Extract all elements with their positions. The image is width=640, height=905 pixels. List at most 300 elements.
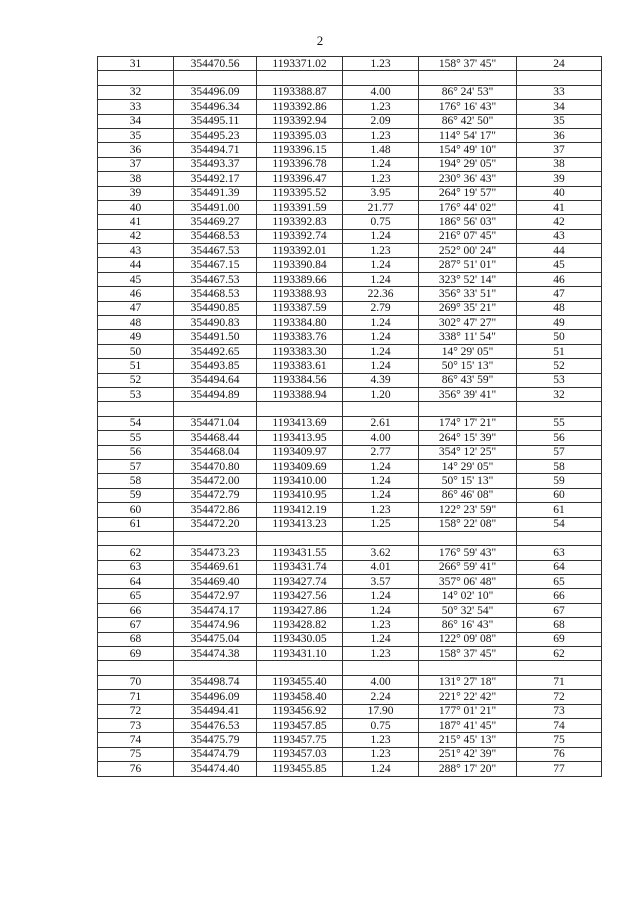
distance-cell: 1.23: [343, 618, 419, 632]
bearing-cell: 131° 27' 18": [419, 675, 517, 689]
bearing-cell: 14° 29' 05": [419, 344, 517, 358]
empty-cell: [257, 71, 343, 85]
empty-cell: [174, 71, 257, 85]
table-row: [98, 244, 602, 258]
x-coordinate-cell: 354472.00: [174, 474, 257, 488]
x-coordinate-cell: 354470.56: [174, 57, 257, 71]
bearing-cell: 302° 47' 27": [419, 316, 517, 330]
bearing-cell: 356° 33' 51": [419, 287, 517, 301]
distance-cell: 2.77: [343, 445, 419, 459]
distance-cell: 1.23: [343, 244, 419, 258]
distance-cell: 1.24: [343, 459, 419, 473]
y-coordinate-cell: 1193391.59: [257, 200, 343, 214]
point-number-cell: 64: [98, 575, 174, 589]
point-number-cell: 54: [98, 416, 174, 430]
bearing-cell: 252° 00' 24": [419, 244, 517, 258]
x-coordinate-cell: 354473.23: [174, 546, 257, 560]
empty-cell: [257, 531, 343, 545]
distance-cell: 0.75: [343, 215, 419, 229]
table-row: [98, 359, 602, 373]
distance-cell: 1.24: [343, 603, 419, 617]
distance-cell: 4.00: [343, 85, 419, 99]
x-coordinate-cell: 354468.53: [174, 229, 257, 243]
table-row: [98, 575, 602, 589]
table-row: [98, 172, 602, 186]
y-coordinate-cell: 1193392.74: [257, 229, 343, 243]
distance-cell: 1.23: [343, 57, 419, 71]
y-coordinate-cell: 1193396.15: [257, 143, 343, 157]
next-point-number-cell: 52: [517, 359, 602, 373]
point-number-cell: 69: [98, 647, 174, 661]
y-coordinate-cell: 1193371.02: [257, 57, 343, 71]
distance-cell: 1.24: [343, 272, 419, 286]
empty-cell: [257, 402, 343, 416]
point-number-cell: 65: [98, 589, 174, 603]
table-row: [98, 503, 602, 517]
next-point-number-cell: 50: [517, 330, 602, 344]
x-coordinate-cell: 354492.17: [174, 172, 257, 186]
next-point-number-cell: 63: [517, 546, 602, 560]
bearing-cell: 215° 45' 13": [419, 733, 517, 747]
distance-cell: 2.79: [343, 301, 419, 315]
distance-cell: 1.24: [343, 316, 419, 330]
table-row: [98, 618, 602, 632]
y-coordinate-cell: 1193392.83: [257, 215, 343, 229]
bearing-cell: 356° 39' 41": [419, 387, 517, 401]
point-number-cell: 57: [98, 459, 174, 473]
next-point-number-cell: 74: [517, 718, 602, 732]
table-row: [98, 445, 602, 459]
distance-cell: 3.57: [343, 575, 419, 589]
next-point-number-cell: 71: [517, 675, 602, 689]
next-point-number-cell: 34: [517, 100, 602, 114]
bearing-cell: 176° 59' 43": [419, 546, 517, 560]
distance-cell: 4.00: [343, 431, 419, 445]
table-row: [98, 632, 602, 646]
distance-cell: 1.23: [343, 100, 419, 114]
point-number-cell: 55: [98, 431, 174, 445]
table-row: [98, 128, 602, 142]
bearing-cell: 269° 35' 21": [419, 301, 517, 315]
bearing-cell: 122° 09' 08": [419, 632, 517, 646]
bearing-cell: 50° 32' 54": [419, 603, 517, 617]
y-coordinate-cell: 1193410.00: [257, 474, 343, 488]
y-coordinate-cell: 1193431.10: [257, 647, 343, 661]
point-number-cell: 76: [98, 762, 174, 776]
table-row: [98, 762, 602, 776]
distance-cell: 1.24: [343, 157, 419, 171]
bearing-cell: 86° 16' 43": [419, 618, 517, 632]
y-coordinate-cell: 1193457.85: [257, 718, 343, 732]
bearing-cell: 14° 02' 10": [419, 589, 517, 603]
table-row: [98, 100, 602, 114]
point-number-cell: 48: [98, 316, 174, 330]
bearing-cell: 114° 54' 17": [419, 128, 517, 142]
empty-cell: [174, 661, 257, 675]
x-coordinate-cell: 354495.11: [174, 114, 257, 128]
x-coordinate-cell: 354467.53: [174, 272, 257, 286]
next-point-number-cell: 61: [517, 503, 602, 517]
table-row: [98, 603, 602, 617]
point-number-cell: 38: [98, 172, 174, 186]
y-coordinate-cell: 1193413.23: [257, 517, 343, 531]
next-point-number-cell: 32: [517, 387, 602, 401]
x-coordinate-cell: 354475.79: [174, 733, 257, 747]
bearing-cell: 357° 06' 48": [419, 575, 517, 589]
bearing-cell: 354° 12' 25": [419, 445, 517, 459]
x-coordinate-cell: 354468.44: [174, 431, 257, 445]
empty-cell: [419, 531, 517, 545]
next-point-number-cell: 76: [517, 747, 602, 761]
y-coordinate-cell: 1193455.40: [257, 675, 343, 689]
y-coordinate-cell: 1193428.82: [257, 618, 343, 632]
point-number-cell: 59: [98, 488, 174, 502]
distance-cell: 1.23: [343, 128, 419, 142]
x-coordinate-cell: 354493.85: [174, 359, 257, 373]
table-row: [98, 459, 602, 473]
next-point-number-cell: 62: [517, 647, 602, 661]
y-coordinate-cell: 1193457.03: [257, 747, 343, 761]
table-row: [98, 474, 602, 488]
bearing-cell: 158° 37' 45": [419, 57, 517, 71]
x-coordinate-cell: 354491.39: [174, 186, 257, 200]
table-row: [98, 272, 602, 286]
point-number-cell: 61: [98, 517, 174, 531]
bearing-cell: 176° 16' 43": [419, 100, 517, 114]
distance-cell: 1.23: [343, 647, 419, 661]
distance-cell: 1.24: [343, 474, 419, 488]
distance-cell: 3.95: [343, 186, 419, 200]
y-coordinate-cell: 1193387.59: [257, 301, 343, 315]
distance-cell: 0.75: [343, 718, 419, 732]
empty-cell: [517, 71, 602, 85]
x-coordinate-cell: 354472.20: [174, 517, 257, 531]
point-number-cell: 31: [98, 57, 174, 71]
table-row: [98, 157, 602, 171]
distance-cell: 1.24: [343, 589, 419, 603]
y-coordinate-cell: 1193413.69: [257, 416, 343, 430]
distance-cell: 1.48: [343, 143, 419, 157]
distance-cell: 1.23: [343, 172, 419, 186]
next-point-number-cell: 45: [517, 258, 602, 272]
x-coordinate-cell: 354491.00: [174, 200, 257, 214]
table-row-separator: [98, 531, 602, 545]
distance-cell: 4.01: [343, 560, 419, 574]
next-point-number-cell: 77: [517, 762, 602, 776]
y-coordinate-cell: 1193456.92: [257, 704, 343, 718]
y-coordinate-cell: 1193427.74: [257, 575, 343, 589]
point-number-cell: 46: [98, 287, 174, 301]
table-row: [98, 647, 602, 661]
point-number-cell: 73: [98, 718, 174, 732]
x-coordinate-cell: 354469.40: [174, 575, 257, 589]
y-coordinate-cell: 1193395.52: [257, 186, 343, 200]
distance-cell: 4.00: [343, 675, 419, 689]
point-number-cell: 52: [98, 373, 174, 387]
x-coordinate-cell: 354498.74: [174, 675, 257, 689]
x-coordinate-cell: 354470.80: [174, 459, 257, 473]
empty-cell: [419, 71, 517, 85]
distance-cell: 1.23: [343, 503, 419, 517]
x-coordinate-cell: 354467.15: [174, 258, 257, 272]
empty-cell: [174, 531, 257, 545]
y-coordinate-cell: 1193455.85: [257, 762, 343, 776]
y-coordinate-cell: 1193389.66: [257, 272, 343, 286]
bearing-cell: 14° 29' 05": [419, 459, 517, 473]
point-number-cell: 50: [98, 344, 174, 358]
next-point-number-cell: 46: [517, 272, 602, 286]
y-coordinate-cell: 1193392.94: [257, 114, 343, 128]
empty-cell: [517, 531, 602, 545]
y-coordinate-cell: 1193388.87: [257, 85, 343, 99]
point-number-cell: 70: [98, 675, 174, 689]
table-row: [98, 675, 602, 689]
bearing-cell: 86° 42' 50": [419, 114, 517, 128]
x-coordinate-cell: 354474.96: [174, 618, 257, 632]
next-point-number-cell: 49: [517, 316, 602, 330]
next-point-number-cell: 33: [517, 85, 602, 99]
next-point-number-cell: 58: [517, 459, 602, 473]
point-number-cell: 67: [98, 618, 174, 632]
next-point-number-cell: 44: [517, 244, 602, 258]
next-point-number-cell: 39: [517, 172, 602, 186]
next-point-number-cell: 42: [517, 215, 602, 229]
empty-cell: [98, 402, 174, 416]
bearing-cell: 122° 23' 59": [419, 503, 517, 517]
next-point-number-cell: 67: [517, 603, 602, 617]
table-row: [98, 330, 602, 344]
point-number-cell: 43: [98, 244, 174, 258]
bearing-cell: 86° 24' 53": [419, 85, 517, 99]
y-coordinate-cell: 1193413.95: [257, 431, 343, 445]
y-coordinate-cell: 1193412.19: [257, 503, 343, 517]
table-row: [98, 258, 602, 272]
y-coordinate-cell: 1193409.69: [257, 459, 343, 473]
bearing-cell: 216° 07' 45": [419, 229, 517, 243]
y-coordinate-cell: 1193383.76: [257, 330, 343, 344]
coordinates-table-body: [98, 57, 602, 777]
table-row: [98, 85, 602, 99]
bearing-cell: 176° 44' 02": [419, 200, 517, 214]
y-coordinate-cell: 1193392.86: [257, 100, 343, 114]
x-coordinate-cell: 354494.71: [174, 143, 257, 157]
point-number-cell: 39: [98, 186, 174, 200]
x-coordinate-cell: 354474.40: [174, 762, 257, 776]
table-row: [98, 690, 602, 704]
point-number-cell: 40: [98, 200, 174, 214]
distance-cell: 4.39: [343, 373, 419, 387]
next-point-number-cell: 48: [517, 301, 602, 315]
y-coordinate-cell: 1193383.30: [257, 344, 343, 358]
x-coordinate-cell: 354472.79: [174, 488, 257, 502]
table-row: [98, 301, 602, 315]
distance-cell: 21.77: [343, 200, 419, 214]
table-row: [98, 57, 602, 71]
table-row-separator: [98, 402, 602, 416]
next-point-number-cell: 36: [517, 128, 602, 142]
table-row: [98, 344, 602, 358]
point-number-cell: 60: [98, 503, 174, 517]
next-point-number-cell: 64: [517, 560, 602, 574]
x-coordinate-cell: 354468.53: [174, 287, 257, 301]
bearing-cell: 264° 15' 39": [419, 431, 517, 445]
point-number-cell: 44: [98, 258, 174, 272]
point-number-cell: 49: [98, 330, 174, 344]
bearing-cell: 194° 29' 05": [419, 157, 517, 171]
next-point-number-cell: 75: [517, 733, 602, 747]
distance-cell: 22.36: [343, 287, 419, 301]
distance-cell: 1.25: [343, 517, 419, 531]
empty-cell: [257, 661, 343, 675]
empty-cell: [98, 71, 174, 85]
bearing-cell: 264° 19' 57": [419, 186, 517, 200]
y-coordinate-cell: 1193427.86: [257, 603, 343, 617]
table-row: [98, 287, 602, 301]
table-row: [98, 114, 602, 128]
x-coordinate-cell: 354496.09: [174, 85, 257, 99]
empty-cell: [98, 531, 174, 545]
distance-cell: 1.24: [343, 488, 419, 502]
table-row: [98, 416, 602, 430]
next-point-number-cell: 37: [517, 143, 602, 157]
next-point-number-cell: 51: [517, 344, 602, 358]
next-point-number-cell: 53: [517, 373, 602, 387]
next-point-number-cell: 68: [517, 618, 602, 632]
y-coordinate-cell: 1193458.40: [257, 690, 343, 704]
distance-cell: 1.24: [343, 344, 419, 358]
bearing-cell: 177° 01' 21": [419, 704, 517, 718]
table-row: [98, 387, 602, 401]
y-coordinate-cell: 1193384.56: [257, 373, 343, 387]
empty-cell: [343, 402, 419, 416]
table-row: [98, 733, 602, 747]
distance-cell: 1.24: [343, 330, 419, 344]
distance-cell: 2.24: [343, 690, 419, 704]
distance-cell: 1.24: [343, 258, 419, 272]
next-point-number-cell: 41: [517, 200, 602, 214]
x-coordinate-cell: 354469.27: [174, 215, 257, 229]
empty-cell: [174, 402, 257, 416]
x-coordinate-cell: 354474.79: [174, 747, 257, 761]
empty-cell: [517, 661, 602, 675]
table-row: [98, 704, 602, 718]
page-number: 2: [316, 33, 324, 48]
empty-cell: [98, 661, 174, 675]
bearing-cell: 338° 11' 54": [419, 330, 517, 344]
point-number-cell: 51: [98, 359, 174, 373]
x-coordinate-cell: 354493.37: [174, 157, 257, 171]
point-number-cell: 36: [98, 143, 174, 157]
x-coordinate-cell: 354494.64: [174, 373, 257, 387]
bearing-cell: 50° 15' 13": [419, 359, 517, 373]
point-number-cell: 53: [98, 387, 174, 401]
point-number-cell: 68: [98, 632, 174, 646]
x-coordinate-cell: 354496.34: [174, 100, 257, 114]
bearing-cell: 288° 17' 20": [419, 762, 517, 776]
y-coordinate-cell: 1193388.94: [257, 387, 343, 401]
distance-cell: 1.24: [343, 229, 419, 243]
y-coordinate-cell: 1193409.97: [257, 445, 343, 459]
next-point-number-cell: 35: [517, 114, 602, 128]
next-point-number-cell: 65: [517, 575, 602, 589]
x-coordinate-cell: 354492.65: [174, 344, 257, 358]
distance-cell: 1.24: [343, 359, 419, 373]
table-row: [98, 517, 602, 531]
next-point-number-cell: 43: [517, 229, 602, 243]
y-coordinate-cell: 1193392.01: [257, 244, 343, 258]
table-row: [98, 560, 602, 574]
next-point-number-cell: 38: [517, 157, 602, 171]
x-coordinate-cell: 354468.04: [174, 445, 257, 459]
bearing-cell: 187° 41' 45": [419, 718, 517, 732]
bearing-cell: 158° 37' 45": [419, 647, 517, 661]
bearing-cell: 287° 51' 01": [419, 258, 517, 272]
empty-cell: [419, 661, 517, 675]
table-row-separator: [98, 661, 602, 675]
x-coordinate-cell: 354495.23: [174, 128, 257, 142]
x-coordinate-cell: 354467.53: [174, 244, 257, 258]
point-number-cell: 66: [98, 603, 174, 617]
bearing-cell: 221° 22' 42": [419, 690, 517, 704]
point-number-cell: 74: [98, 733, 174, 747]
table-row: [98, 718, 602, 732]
bearing-cell: 154° 49' 10": [419, 143, 517, 157]
x-coordinate-cell: 354469.61: [174, 560, 257, 574]
point-number-cell: 34: [98, 114, 174, 128]
y-coordinate-cell: 1193431.74: [257, 560, 343, 574]
y-coordinate-cell: 1193384.80: [257, 316, 343, 330]
empty-cell: [419, 402, 517, 416]
y-coordinate-cell: 1193390.84: [257, 258, 343, 272]
y-coordinate-cell: 1193427.56: [257, 589, 343, 603]
point-number-cell: 71: [98, 690, 174, 704]
next-point-number-cell: 66: [517, 589, 602, 603]
next-point-number-cell: 24: [517, 57, 602, 71]
x-coordinate-cell: 354490.83: [174, 316, 257, 330]
y-coordinate-cell: 1193396.78: [257, 157, 343, 171]
table-row: [98, 229, 602, 243]
x-coordinate-cell: 354475.04: [174, 632, 257, 646]
next-point-number-cell: 47: [517, 287, 602, 301]
bearing-cell: 186° 56' 03": [419, 215, 517, 229]
table-row: [98, 200, 602, 214]
point-number-cell: 41: [98, 215, 174, 229]
point-number-cell: 37: [98, 157, 174, 171]
distance-cell: 3.62: [343, 546, 419, 560]
point-number-cell: 58: [98, 474, 174, 488]
point-number-cell: 42: [98, 229, 174, 243]
point-number-cell: 72: [98, 704, 174, 718]
coordinates-table: [97, 56, 602, 777]
y-coordinate-cell: 1193396.47: [257, 172, 343, 186]
point-number-cell: 47: [98, 301, 174, 315]
bearing-cell: 174° 17' 21": [419, 416, 517, 430]
x-coordinate-cell: 354472.86: [174, 503, 257, 517]
distance-cell: 1.24: [343, 632, 419, 646]
table-row: [98, 488, 602, 502]
table-row: [98, 747, 602, 761]
next-point-number-cell: 40: [517, 186, 602, 200]
distance-cell: 1.23: [343, 747, 419, 761]
x-coordinate-cell: 354496.09: [174, 690, 257, 704]
x-coordinate-cell: 354494.89: [174, 387, 257, 401]
table-row: [98, 546, 602, 560]
distance-cell: 2.61: [343, 416, 419, 430]
table-row: [98, 143, 602, 157]
distance-cell: 2.09: [343, 114, 419, 128]
y-coordinate-cell: 1193410.95: [257, 488, 343, 502]
bearing-cell: 50° 15' 13": [419, 474, 517, 488]
